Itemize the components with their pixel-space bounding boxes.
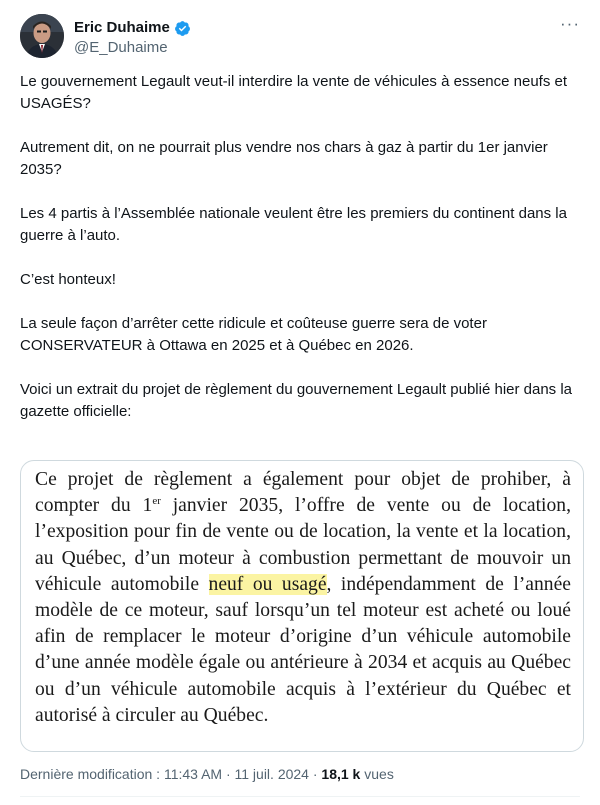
- attached-image[interactable]: [20, 460, 584, 752]
- views-count: 18,1 k: [321, 766, 361, 782]
- excerpt-text: janvier 2035, l’offre de vente ou de location, l’exposition pour fin de vente ou de location, la vente et la location, au Québec, d’un moteur à combustion permettant de mouvoir un véhicule automobile: [35, 495, 571, 595]
- tweet-paragraph: C’est honteux!: [20, 271, 116, 288]
- excerpt-text: Ce projet de règlement a également pour objet de prohiber, à compter du 1: [35, 469, 571, 517]
- tweet-text: [20, 71, 580, 445]
- regulation-excerpt: [35, 467, 571, 729]
- tweet-paragraph: Les 4 partis à l’Assemblée nationale veulent être les premiers du continent dans la guerre à l’auto.: [20, 205, 567, 244]
- tweet-paragraph: Le gouvernement Legault veut-il interdire la vente de véhicules à essence neufs et USAGÉS?: [20, 73, 568, 112]
- highlighted-text: neuf ou usagé: [208, 573, 327, 595]
- views-label: vues: [360, 766, 394, 782]
- author-handle[interactable]: @E_Duhaime: [74, 39, 168, 56]
- avatar-image: [20, 14, 64, 58]
- timestamp[interactable]: Dernière modification : 11:43 AM · 11 juil. 2024 ·: [20, 766, 322, 782]
- verified-badge-icon: [174, 20, 191, 37]
- divider: [20, 796, 580, 797]
- tweet-paragraph: Autrement dit, on ne pourrait plus vendre nos chars à gaz à partir du 1er janvier 2035?: [20, 139, 548, 178]
- excerpt-superscript: er: [152, 495, 161, 508]
- tweet-paragraph: Voici un extrait du projet de règlement du gouvernement Legault publié hier dans la gazette officielle:: [20, 381, 573, 420]
- name-row: [74, 19, 191, 37]
- more-options-icon[interactable]: ···: [560, 14, 580, 33]
- author-name[interactable]: Eric Duhaime: [74, 19, 170, 36]
- tweet-paragraph: La seule façon d’arrêter cette ridicule et coûteuse guerre sera de voter CONSERVATEUR à Ottawa en 2025 et à Québec en 2026.: [20, 315, 487, 354]
- excerpt-text: , indépendamment de l’année modèle de ce moteur, sauf lorsqu’un tel moteur est acheté ou loué afin de remplacer le moteur d’origine d’un véhicule automobile d’une année modèle égale ou antérieure à 2034 et acquis au Québec ou d’un véhicule automobile acquis à l’extérieur du Québec et autorisé à circuler au Québec.: [35, 573, 571, 726]
- tweet-metadata: [20, 765, 394, 783]
- avatar[interactable]: [20, 14, 64, 58]
- tweet-header: [20, 14, 580, 62]
